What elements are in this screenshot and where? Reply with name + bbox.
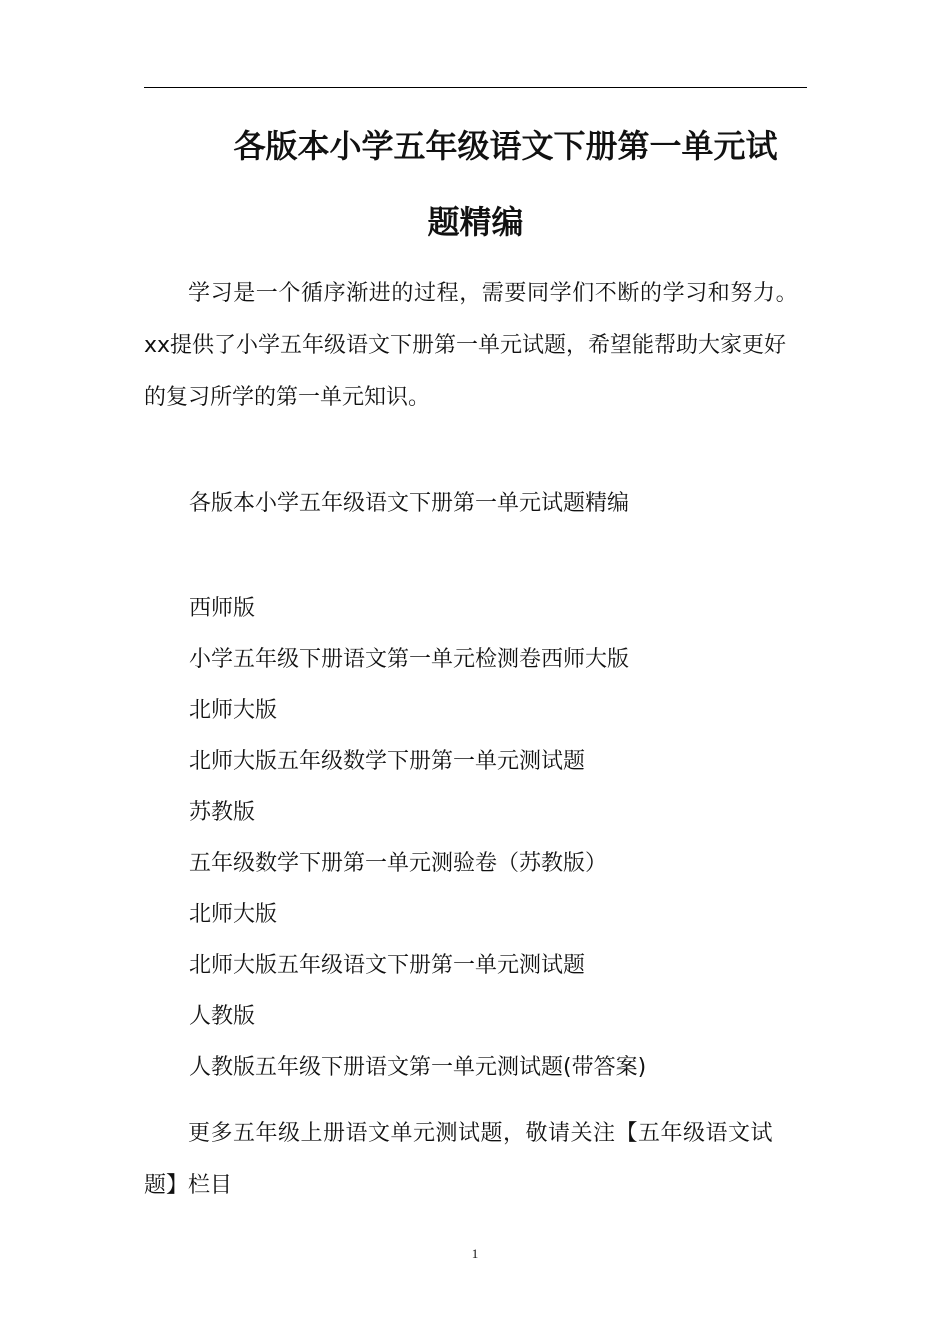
list-item: 苏教版 [189,800,256,825]
document-title-line-1: 各版本小学五年级语文下册第一单元试 [233,127,778,165]
list-item: 人教版五年级下册语文第一单元测试题(带答案) [189,1055,647,1080]
header-rule [144,87,807,88]
list-item: 五年级数学下册第一单元测验卷（苏教版） [189,851,608,876]
page-number: 1 [471,1246,479,1261]
intro-paragraph [144,268,807,424]
intro-line-1: 学习是一个循序渐进的过程，需要同学们不断的学习和努力。 [188,281,799,306]
list-item: 北师大版五年级数学下册第一单元测试题 [189,749,586,774]
document-title-line-2: 题精编 [427,203,524,241]
list-item: 北师大版 [189,902,278,927]
list-item: 人教版 [189,1004,256,1029]
outro-line-1: 更多五年级上册语文单元测试题，敬请关注【五年级语文试 [188,1121,774,1146]
intro-line-2: xx提供了小学五年级语文下册第一单元试题，希望能帮助大家更好 [144,333,787,358]
list-item: 北师大版五年级语文下册第一单元测试题 [189,953,586,978]
outro-paragraph [144,1108,807,1212]
outro-line-2: 题】栏目 [144,1173,233,1198]
list-item: 北师大版 [189,698,278,723]
list-item: 小学五年级下册语文第一单元检测卷西师大版 [189,647,630,672]
intro-line-3: 的复习所学的第一单元知识。 [144,385,431,410]
section-subtitle: 各版本小学五年级语文下册第一单元试题精编 [189,491,630,516]
list-item: 西师版 [189,596,256,621]
